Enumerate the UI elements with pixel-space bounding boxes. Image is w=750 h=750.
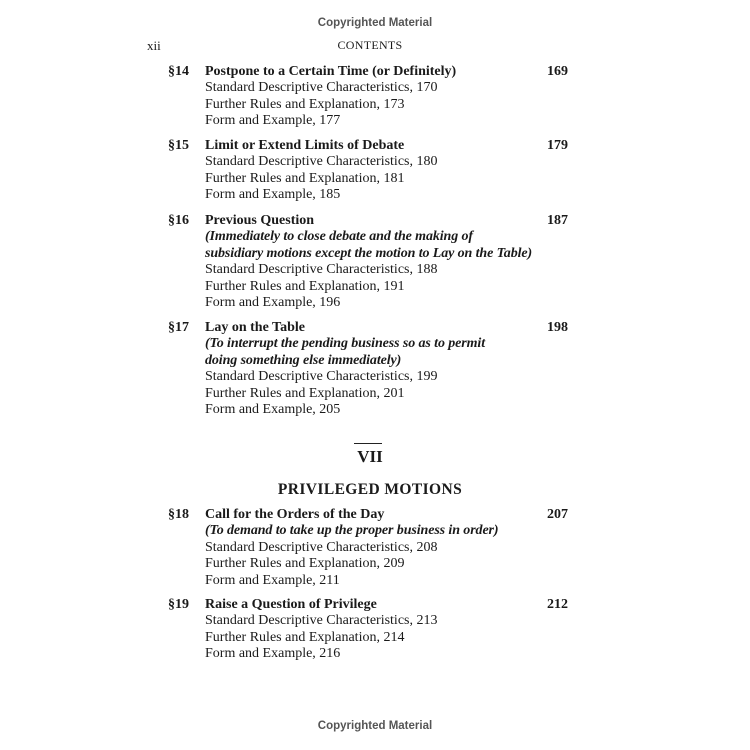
entry-description: (Immediately to close debate and the making of: [205, 229, 473, 245]
entry-page: 169: [547, 64, 568, 79]
entry-page: 207: [547, 507, 568, 522]
sub-entry: Further Rules and Explanation, 181: [205, 170, 405, 186]
sub-entry: Form and Example, 196: [205, 295, 341, 311]
sub-entry: Form and Example, 185: [205, 187, 341, 203]
entry-page: 179: [547, 138, 568, 153]
toc-entry-heading: [168, 597, 568, 613]
sub-entry: Standard Descriptive Characteristics, 170: [205, 80, 438, 96]
sub-entry: Standard Descriptive Characteristics, 208: [205, 539, 438, 555]
toc-entry: [168, 213, 568, 311]
section-number: §19: [168, 597, 189, 612]
part-number: VII: [357, 447, 383, 466]
sub-entry: Form and Example, 177: [205, 113, 341, 129]
entry-description: doing something else immediately): [205, 352, 402, 368]
toc-entry: [168, 138, 568, 204]
sub-entry: Further Rules and Explanation, 173: [205, 96, 405, 112]
toc-entry-heading: [168, 138, 568, 154]
entry-title: Postpone to a Certain Time (or Definitely): [205, 64, 457, 79]
section-number: §15: [168, 138, 189, 153]
sub-entry: Further Rules and Explanation, 209: [205, 556, 405, 572]
entry-title: Lay on the Table: [205, 320, 305, 335]
entry-title: Raise a Question of Privilege: [205, 597, 377, 612]
sub-entry: Further Rules and Explanation, 191: [205, 278, 405, 294]
sub-entry: Form and Example, 216: [205, 646, 341, 662]
sub-entry: Form and Example, 211: [205, 572, 340, 588]
entry-title: Previous Question: [205, 213, 315, 228]
section-number: §18: [168, 507, 189, 522]
running-head: CONTENTS: [337, 38, 403, 52]
toc-entry: [168, 320, 568, 418]
page-folio: xii: [147, 38, 161, 53]
entry-description: (To interrupt the pending business so as to permit: [205, 336, 485, 352]
sub-entry: Standard Descriptive Characteristics, 199: [205, 369, 438, 385]
sub-entry: Standard Descriptive Characteristics, 180: [205, 154, 438, 170]
entry-title: Limit or Extend Limits of Debate: [205, 138, 405, 153]
watermark-bottom: Copyrighted Material: [317, 720, 433, 732]
toc-entry-heading: [168, 64, 568, 80]
entry-description: subsidiary motions except the motion to Lay on the Table): [205, 245, 533, 261]
sub-entry: Standard Descriptive Characteristics, 213: [205, 613, 438, 629]
toc-entry: [168, 507, 568, 589]
part-title: PRIVILEGED MOTIONS: [277, 481, 463, 498]
toc-entry-heading: [168, 320, 568, 336]
toc-entry-heading: [168, 213, 568, 229]
toc-entry-heading: [168, 507, 568, 523]
entry-title: Call for the Orders of the Day: [205, 507, 385, 522]
section-number: §16: [168, 213, 189, 228]
section-number: §14: [168, 64, 189, 79]
entry-page: 198: [547, 320, 568, 335]
toc-entry: [168, 597, 568, 663]
sub-entry: Form and Example, 205: [205, 402, 341, 418]
entry-description: (To demand to take up the proper business in order): [205, 523, 499, 539]
part-rule: [354, 443, 382, 444]
sub-entry: Further Rules and Explanation, 214: [205, 629, 405, 645]
entry-page: 187: [547, 213, 568, 228]
toc-entry: [168, 64, 568, 130]
watermark-top: Copyrighted Material: [317, 17, 433, 29]
sub-entry: Standard Descriptive Characteristics, 188: [205, 262, 438, 278]
entry-page: 212: [547, 597, 568, 612]
sub-entry: Further Rules and Explanation, 201: [205, 385, 405, 401]
section-number: §17: [168, 320, 189, 335]
